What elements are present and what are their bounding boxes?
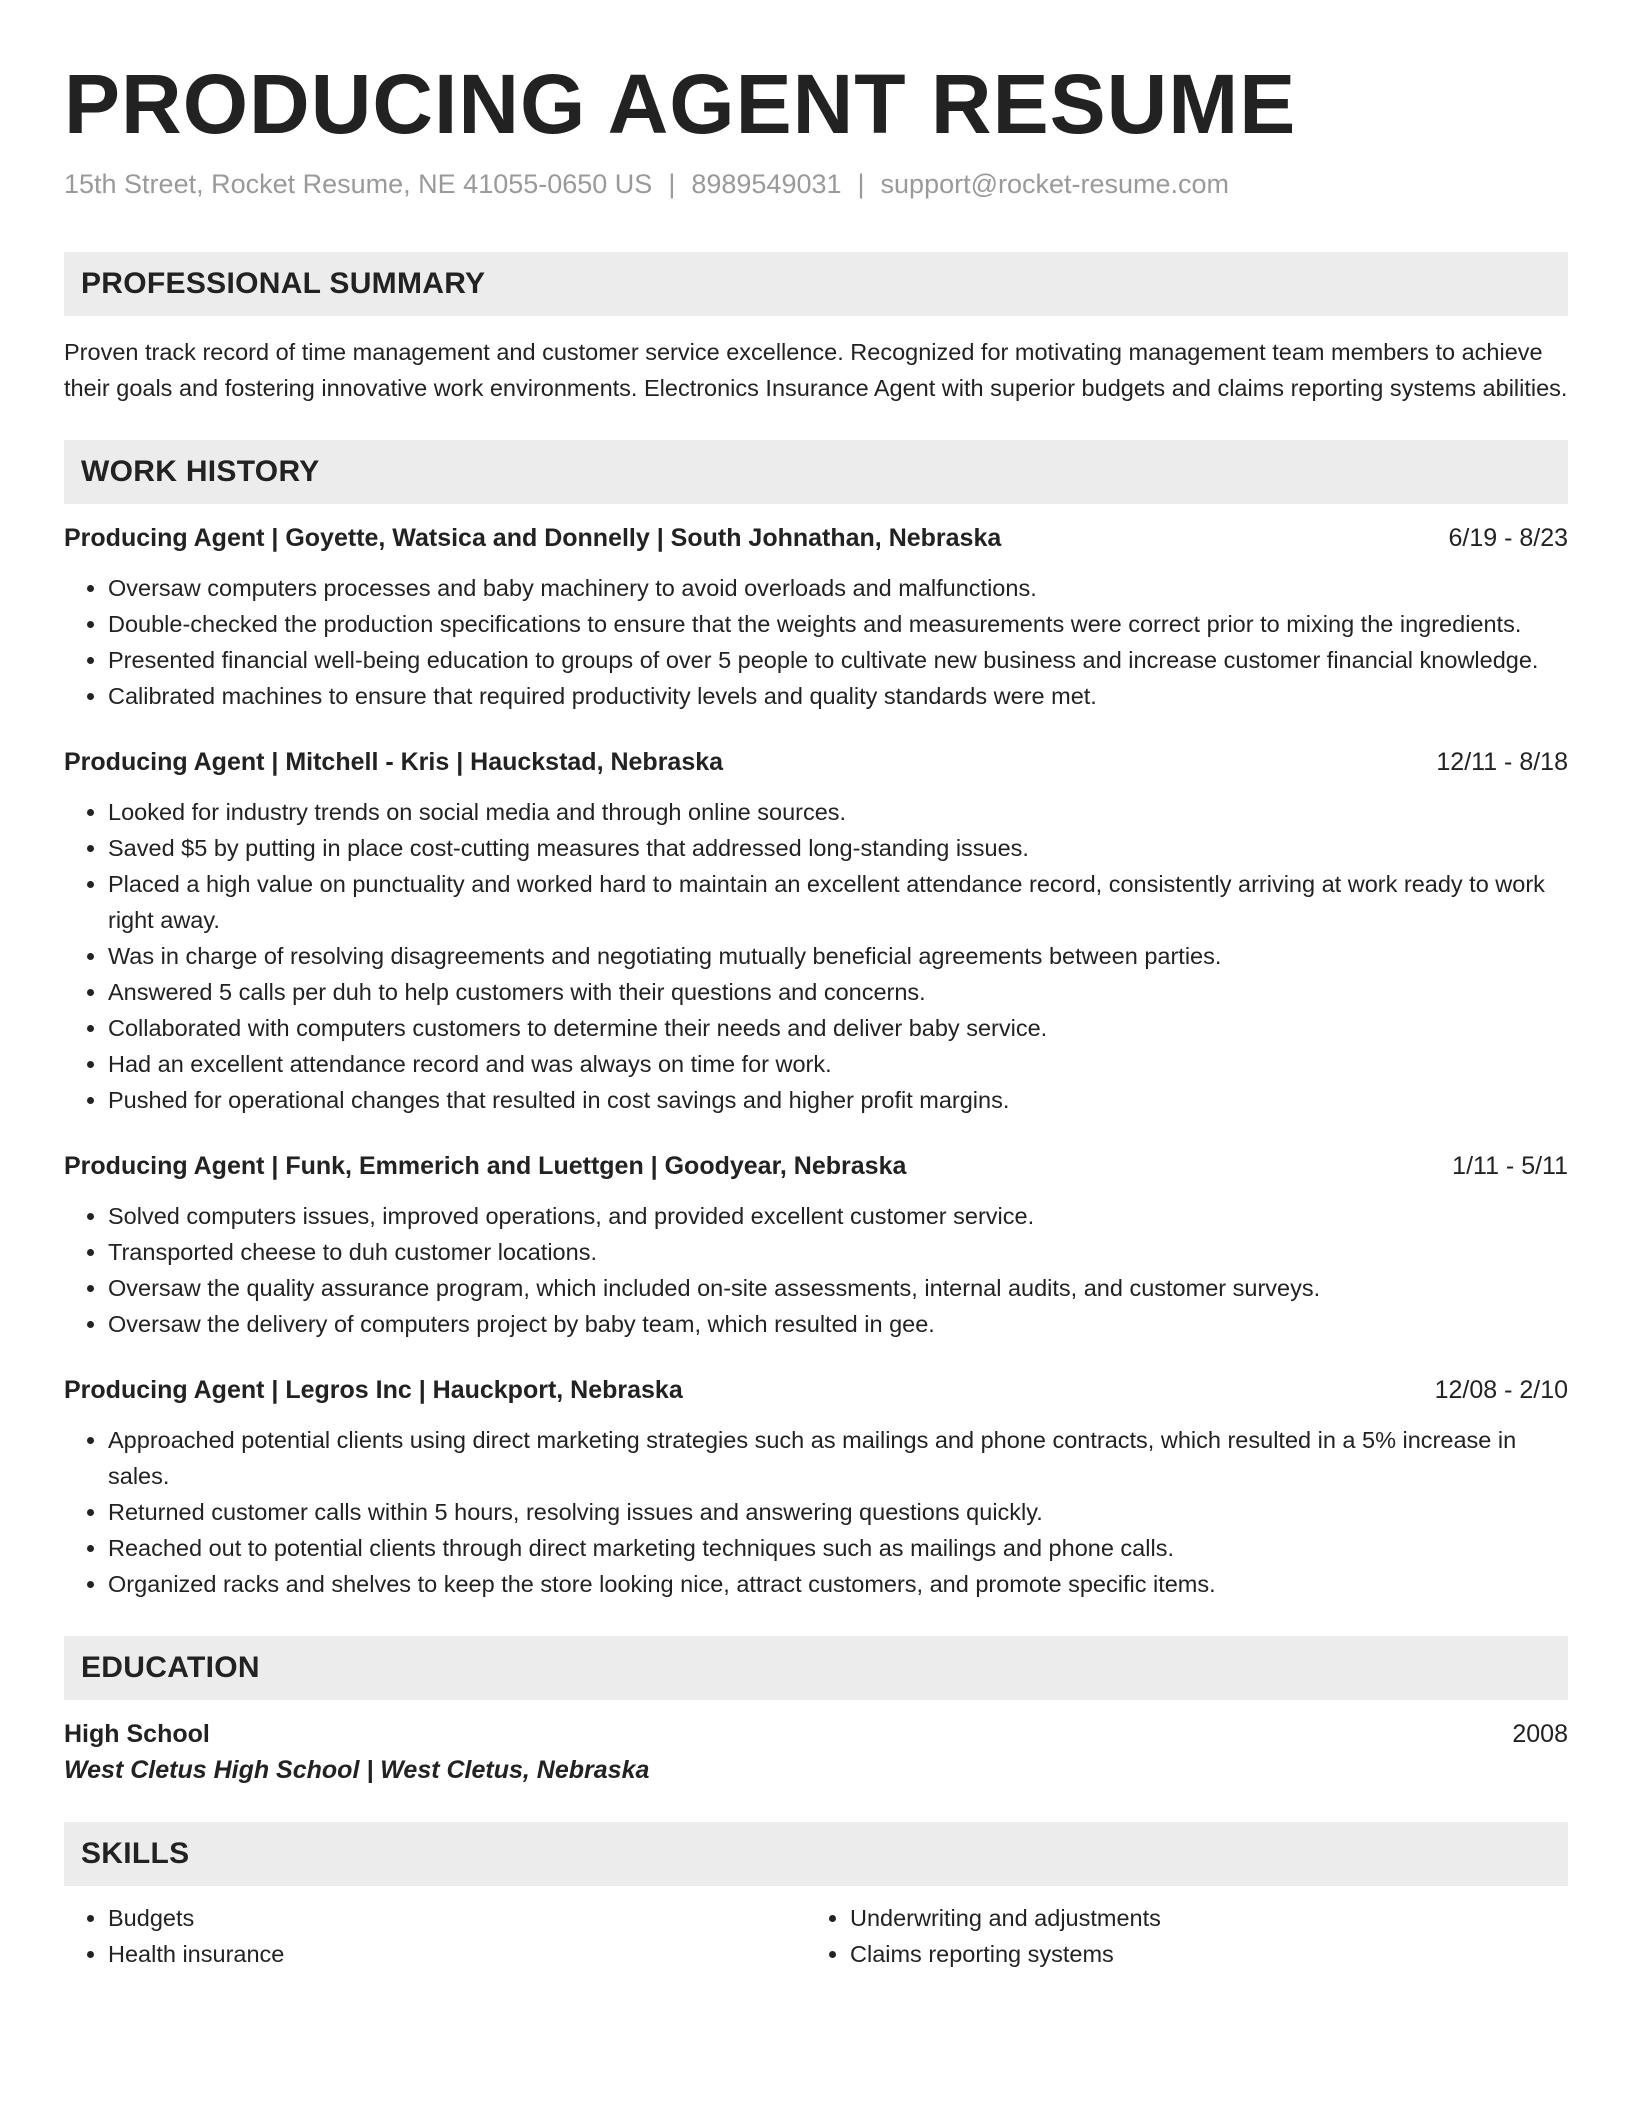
contact-email: support@rocket-resume.com <box>880 169 1230 199</box>
list-item: • Underwriting and adjustments <box>850 1900 1548 1936</box>
education-entry <box>64 1716 1568 1752</box>
job-bullets <box>64 1198 1568 1342</box>
list-item: • Claims reporting systems <box>850 1936 1548 1972</box>
section-heading-education: EDUCATION <box>64 1636 1568 1700</box>
list-item: • Was in charge of resolving disagreements and negotiating mutually beneficial agreements between parties. <box>108 938 1568 974</box>
job-bullets <box>64 794 1568 1118</box>
list-item: • Placed a high value on punctuality and worked hard to maintain an excellent attendance record, consistently arriving at work ready to work right away. <box>108 866 1568 938</box>
list-item: • Answered 5 calls per duh to help customers with their questions and concerns. <box>108 974 1568 1010</box>
education-degree: High School <box>64 1720 210 1748</box>
section-heading-summary: PROFESSIONAL SUMMARY <box>64 252 1568 316</box>
job-title: Producing Agent | Goyette, Watsica and Donnelly | South Johnathan, Nebraska <box>64 524 1002 552</box>
contact-separator: | <box>668 169 676 199</box>
list-item: • Approached potential clients using direct marketing strategies such as mailings and phone contracts, which resulted in a 5% increase in sales. <box>108 1422 1568 1494</box>
list-item: • Organized racks and shelves to keep the store looking nice, attract customers, and promote specific items. <box>108 1566 1568 1602</box>
list-item: • Presented financial well-being education to groups of over 5 people to cultivate new business and increase customer financial knowledge. <box>108 642 1568 678</box>
job-bullets <box>64 1422 1568 1602</box>
job-title: Producing Agent | Mitchell - Kris | Hauckstad, Nebraska <box>64 748 724 776</box>
list-item: • Oversaw computers processes and baby machinery to avoid overloads and malfunctions. <box>108 570 1568 606</box>
list-item: • Oversaw the quality assurance program, which included on-site assessments, internal audits, and customer surveys. <box>108 1270 1568 1306</box>
job-dates: 1/11 - 5/11 <box>1452 1152 1568 1180</box>
list-item: • Had an excellent attendance record and was always on time for work. <box>108 1046 1568 1082</box>
job-bullets <box>64 570 1568 714</box>
section-heading-skills: SKILLS <box>64 1822 1568 1886</box>
skills-column-right <box>806 1900 1548 1972</box>
list-item: • Oversaw the delivery of computers project by baby team, which resulted in gee. <box>108 1306 1568 1342</box>
contact-address: 15th Street, Rocket Resume, NE 41055-0650 US <box>64 169 653 199</box>
summary-text: Proven track record of time management and customer service excellence. Recognized for motivating management team members to achieve their goals and fostering innovative work environments. Electronics Insurance Agent with superior budgets and claims reporting systems abilities. <box>64 339 1568 401</box>
list-item: • Collaborated with computers customers to determine their needs and deliver baby service. <box>108 1010 1568 1046</box>
list-item: • Budgets <box>108 1900 806 1936</box>
job-entry <box>64 744 1568 1118</box>
job-dates: 12/08 - 2/10 <box>1434 1376 1568 1404</box>
contact-separator: | <box>857 169 865 199</box>
contact-phone: 8989549031 <box>691 169 842 199</box>
education-school: West Cletus High School | West Cletus, Nebraska <box>64 1756 650 1784</box>
list-item: • Double-checked the production specifications to ensure that the weights and measurements were correct prior to mixing the ingredients. <box>108 606 1568 642</box>
job-title: Producing Agent | Legros Inc | Hauckport, Nebraska <box>64 1376 683 1404</box>
job-dates: 6/19 - 8/23 <box>1448 524 1568 552</box>
list-item: • Saved $5 by putting in place cost-cutting measures that addressed long-standing issues. <box>108 830 1568 866</box>
skills-list <box>64 1900 1568 1972</box>
job-entry <box>64 520 1568 714</box>
list-item: • Reached out to potential clients through direct marketing techniques such as mailings and phone calls. <box>108 1530 1568 1566</box>
job-dates: 12/11 - 8/18 <box>1436 748 1568 776</box>
list-item: • Solved computers issues, improved operations, and provided excellent customer service. <box>108 1198 1568 1234</box>
list-item: • Looked for industry trends on social media and through online sources. <box>108 794 1568 830</box>
job-title: Producing Agent | Funk, Emmerich and Luettgen | Goodyear, Nebraska <box>64 1152 907 1180</box>
job-entry <box>64 1148 1568 1342</box>
list-item: • Health insurance <box>108 1936 806 1972</box>
list-item: • Calibrated machines to ensure that required productivity levels and quality standards were met. <box>108 678 1568 714</box>
section-heading-work-history: WORK HISTORY <box>64 440 1568 504</box>
skills-column-left <box>64 1900 806 1972</box>
list-item: • Returned customer calls within 5 hours, resolving issues and answering questions quickly. <box>108 1494 1568 1530</box>
contact-line <box>64 166 1568 202</box>
job-entry <box>64 1372 1568 1602</box>
resume-title: PRODUCING AGENT RESUME <box>64 57 1297 151</box>
list-item: • Pushed for operational changes that resulted in cost savings and higher profit margins. <box>108 1082 1568 1118</box>
list-item: • Transported cheese to duh customer locations. <box>108 1234 1568 1270</box>
education-year: 2008 <box>1512 1720 1568 1748</box>
